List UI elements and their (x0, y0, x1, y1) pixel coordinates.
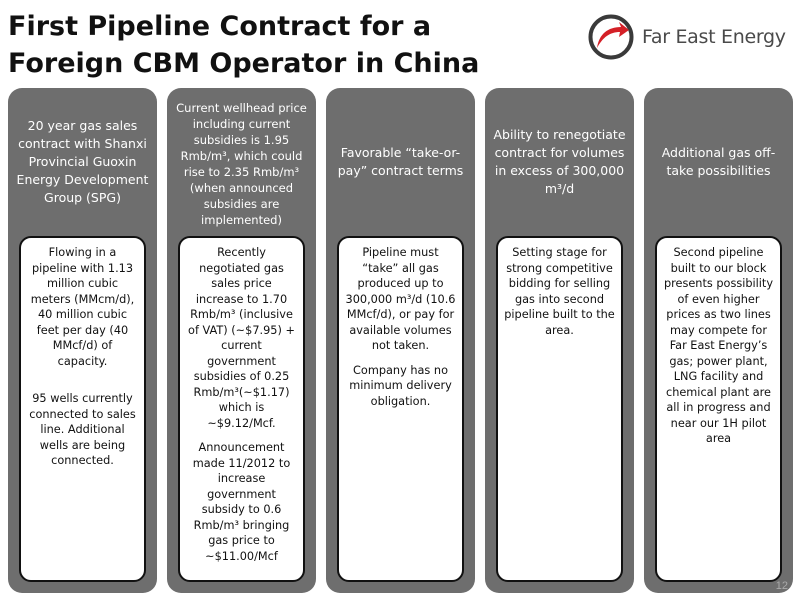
detail-card (178, 236, 305, 582)
company-logo (588, 12, 793, 62)
card-paragraph: Recently negotiated gas sales price increase to 1.70 Rmb/m³ (inclusive of VAT) (~$7.95) + current government subsidies of 0.25 Rmb/m³(~$1.17) which is ~$9.12/Mcf. (188, 246, 295, 430)
column-header: Additional gas off-take possibilities (661, 145, 776, 178)
column-wellhead-price (167, 88, 316, 593)
far-east-energy-logo-icon (588, 14, 634, 60)
title-line-1: First Pipeline Contract for a (8, 11, 432, 42)
column-take-or-pay (326, 88, 475, 593)
card-paragraph: Company has no minimum delivery obligation. (349, 363, 452, 408)
company-name: Far East Energy (642, 26, 786, 48)
column-header: Current wellhead price including current subsidies is 1.95 Rmb/m³, which could rise to 2.35 Rmb/m³ (when announced subsidies are implemented) (176, 101, 307, 227)
column-offtake (644, 88, 793, 593)
page-number: 12 (775, 580, 788, 592)
card-paragraph: Setting stage for strong competitive bidding for selling gas into second pipeline built to the area. (504, 246, 615, 337)
slide-title (8, 8, 568, 82)
card-paragraph: Flowing in a pipeline with 1.13 million cubic meters (MMcm/d), 40 million cubic feet per day (40 MMcf/d) of capacity. (30, 246, 135, 368)
detail-card (337, 236, 464, 582)
detail-card (655, 236, 782, 582)
detail-card (496, 236, 623, 582)
title-line-2: Foreign CBM Operator in China (8, 48, 480, 79)
column-header: Favorable “take-or-pay” contract terms (337, 145, 464, 178)
column-header: Ability to renegotiate contract for volumes in excess of 300,000 m³/d (493, 127, 626, 196)
card-paragraph: Pipeline must “take” all gas produced up to 300,000 m³/d (10.6 MMcf/d), or pay for available volumes not taken. (345, 246, 456, 352)
column-sales-contract (8, 88, 157, 593)
card-paragraph: 95 wells currently connected to sales line. Additional wells are being connected. (29, 392, 136, 467)
detail-card (19, 236, 146, 582)
card-paragraph: Second pipeline built to our block presents possibility of even higher prices as two lines may compete for Far East Energy’s gas; power plant, LNG facility and chemical plant are all in progress and near our 1H pilot area (663, 246, 774, 445)
column-renegotiate (485, 88, 634, 593)
column-header: 20 year gas sales contract with Shanxi Provincial Guoxin Energy Development Group (SPG) (16, 118, 149, 205)
card-paragraph: Announcement made 11/2012 to increase government subsidy to 0.6 Rmb/m³ bringing gas price to ~$11.00/Mcf (192, 441, 291, 563)
